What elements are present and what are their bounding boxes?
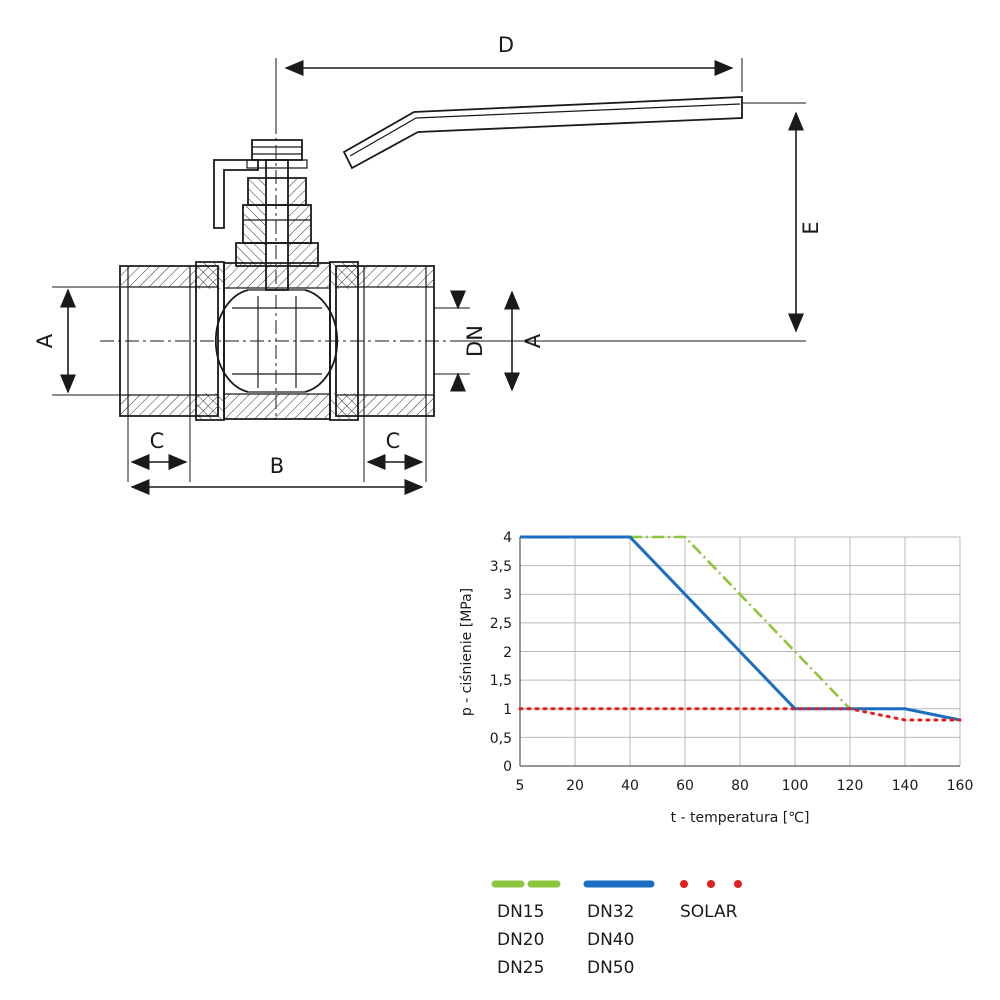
series-dn15-dn25: [520, 537, 960, 720]
dim-label-E: E: [799, 221, 823, 235]
left-nut-hatch-top: [197, 263, 223, 289]
gland-hatch-left: [244, 206, 265, 242]
legend-label-dn50: DN50: [587, 958, 635, 978]
chart-y-axis-title: p - ciśnienie [MPa]: [459, 587, 475, 717]
stem-washer: [247, 160, 307, 168]
legend-label-dn15: DN15: [497, 902, 545, 922]
bonnet-hatch-left: [237, 244, 265, 265]
right-wall-hatch-top: [337, 267, 433, 287]
y-tick: 1,5: [489, 673, 512, 689]
dim-label-C-right: C: [385, 429, 401, 453]
x-tick: 140: [891, 778, 919, 794]
dim-label-A-right: A: [521, 333, 545, 349]
chart-x-axis-title: t - temperatura [℃]: [670, 810, 810, 826]
x-tick: 20: [566, 778, 584, 794]
handle-inner-line: [350, 104, 740, 156]
x-tick: 40: [621, 778, 639, 794]
chart-legend: [495, 880, 742, 978]
legend-label-dn20: DN20: [497, 930, 545, 950]
handle-lever: [344, 97, 742, 168]
series-dn32-dn50: [520, 537, 960, 720]
left-nut-hatch-bottom: [197, 393, 223, 419]
y-tick: 1: [503, 702, 512, 718]
x-tick: 100: [781, 778, 809, 794]
packing-nut-hatch-right: [289, 179, 305, 204]
valve-body-group: [100, 97, 742, 420]
x-tick: 160: [946, 778, 974, 794]
legend-label-dn25: DN25: [497, 958, 545, 978]
gland-hatch-right: [289, 206, 310, 242]
series-solar: [520, 709, 960, 720]
legend-label-dn40: DN40: [587, 930, 635, 950]
y-tick: 3,5: [489, 559, 512, 575]
bonnet-hatch-right: [289, 244, 317, 265]
body-hatch-bottom: [224, 394, 330, 419]
y-tick: 2: [503, 645, 512, 661]
chart-grid: [520, 537, 960, 766]
chart-x-tick-labels: [516, 778, 974, 794]
y-tick: 2,5: [489, 616, 512, 632]
y-tick: 0: [503, 759, 512, 775]
dim-label-C-left: C: [149, 429, 165, 453]
dim-label-B: B: [269, 454, 285, 478]
y-tick: 4: [503, 530, 512, 546]
x-tick: 5: [515, 778, 525, 794]
chart-y-tick-labels: [490, 530, 512, 775]
dim-label-D: D: [497, 33, 515, 57]
x-tick: 60: [676, 778, 694, 794]
legend-swatch-solar-b: [707, 880, 715, 888]
legend-label-solar: SOLAR: [680, 902, 738, 922]
x-tick: 120: [836, 778, 864, 794]
dimension-annotations: [33, 33, 823, 487]
y-tick: 0,5: [489, 731, 512, 747]
legend-label-dn32: DN32: [587, 902, 635, 922]
stem-hex-nut: [252, 140, 302, 160]
packing-nut-hatch-left: [249, 179, 265, 204]
dim-label-DN: DN: [463, 325, 487, 357]
legend-swatch-solar-a: [680, 880, 688, 888]
legend-swatch-solar-c: [734, 880, 742, 888]
dim-label-A-left: A: [33, 333, 57, 349]
y-tick: 3: [503, 587, 512, 603]
right-wall-hatch-bottom: [337, 395, 433, 415]
x-tick: 80: [731, 778, 749, 794]
